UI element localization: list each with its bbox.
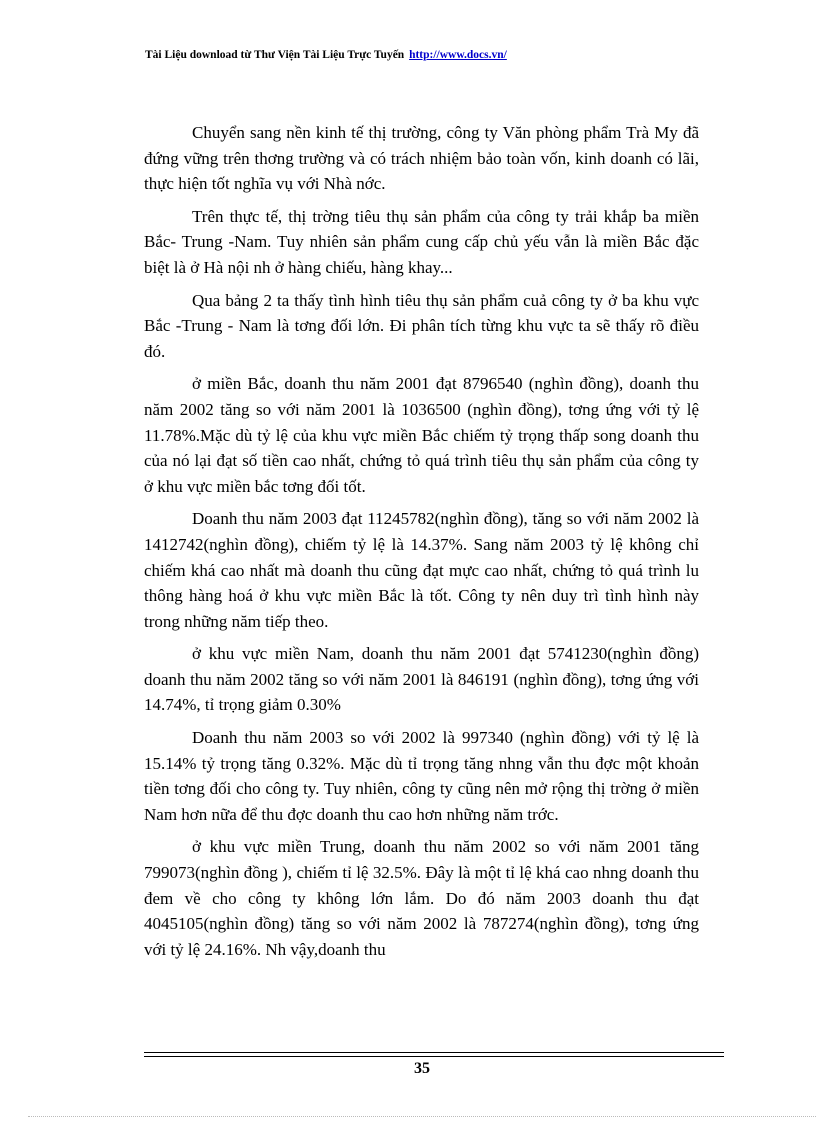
footer-divider	[144, 1052, 724, 1057]
paragraph-5: Doanh thu năm 2003 đạt 11245782(nghìn đồng), tăng so với năm 2002 là 1412742(nghìn đồng), chiếm tỷ lệ là 14.37%. Sang năm 2003 tỷ lệ không chỉ chiếm khá cao nhất mà doanh thu cũng đạt mực cao nhất, chứng tỏ quá trình lu thông hàng hoá ở khu vực miền Bắc là tốt. Công ty nên duy trì tình hình này trong những năm tiếp theo.	[144, 509, 699, 631]
page-number: 35	[414, 1060, 430, 1077]
paragraph-6: ở khu vực miền Nam, doanh thu năm 2001 đạt 5741230(nghìn đồng) doanh thu năm 2002 tăng so với năm 2001 là 846191 (nghìn đồng), tơng ứng với 14.74%, tỉ trọng giảm 0.30%	[144, 644, 699, 715]
paragraph-1: Chuyển sang nền kinh tế thị trường, công ty Văn phòng phẩm Trà My đã đứng vững trên thơng trường và có trách nhiệm bảo toàn vốn, kinh doanh có lãi, thực hiện tốt nghĩa vụ với Nhà nớc.	[144, 123, 699, 194]
paragraph-4: ở miền Bắc, doanh thu năm 2001 đạt 8796540 (nghìn đồng), doanh thu năm 2002 tăng so với năm 2001 là 1036500 (nghìn đồng), tơng ứng với tỷ lệ 11.78%.Mặc dù tỷ lệ của khu vực miền Bắc chiếm tỷ trọng thấp song doanh thu của nó lại đạt số tiền cao nhất, chứng tỏ quá trình tiêu thụ sản phẩm của công ty ở khu vực miền bắc tơng đối tốt.	[144, 374, 699, 496]
paragraph-2: Trên thực tế, thị trờng tiêu thụ sản phẩm của công ty trải khắp ba miền Bắc- Trung -Nam. Tuy nhiên sản phẩm cung cấp chủ yếu vẫn là miền Bắc đặc biệt là ở Hà nội nh ở hàng chiếu, hàng khay...	[144, 206, 699, 277]
bottom-dotted-line	[28, 1116, 816, 1117]
header-link[interactable]: http://www.docs.vn/	[409, 49, 507, 61]
paragraph-7: Doanh thu năm 2003 so với 2002 là 997340 (nghìn đồng) với tỷ lệ là 15.14% tỷ trọng tăng 0.32%. Mặc dù tỉ trọng tăng nhng vẫn thu đợc một khoản tiền tơng đối cho công ty. Tuy nhiên, công ty cũng nên mở rộng thị trờng ở miền Nam hơn nữa để thu đợc doanh thu cao hơn những năm trớc.	[144, 728, 699, 824]
page-header	[145, 49, 705, 61]
paragraph-8: ở khu vực miền Trung, doanh thu năm 2002 so với năm 2001 tăng 799073(nghìn đồng ), chiếm tỉ lệ 32.5%. Đây là một tỉ lệ khá cao nhng doanh thu đem về cho công ty không lớn lắm. Do đó năm 2003 doanh thu đạt 4045105(nghìn đồng) tăng so với năm 2002 là 787274(nghìn đồng), tơng ứng với tỷ lệ 24.16%. Nh vậy,doanh thu	[144, 837, 699, 959]
header-text: Tài Liệu download từ Thư Viện Tài Liệu Trực Tuyến	[145, 49, 405, 61]
document-body	[144, 120, 699, 969]
paragraph-3: Qua bảng 2 ta thấy tình hình tiêu thụ sản phẩm cuả công ty ở ba khu vực Bắc -Trung - Nam là tơng đối lớn. Đi phân tích từng khu vực ta sẽ thấy rõ điều đó.	[144, 290, 699, 361]
